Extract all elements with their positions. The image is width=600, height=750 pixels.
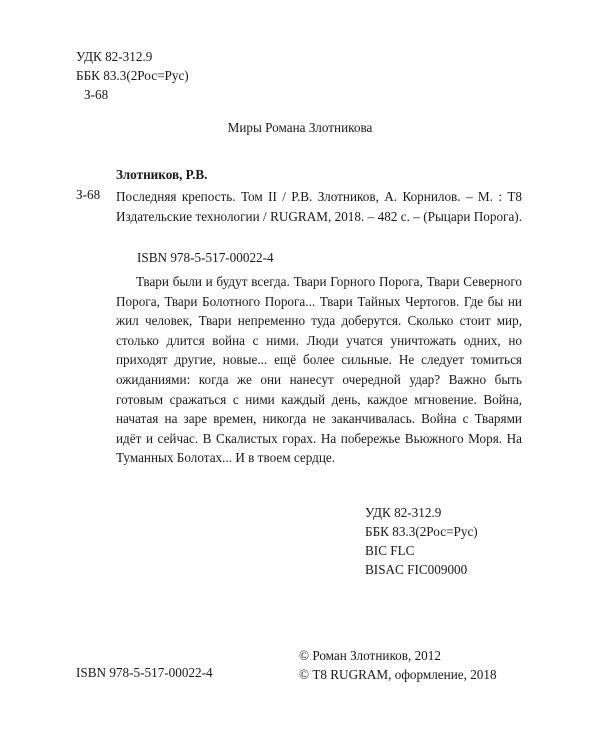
udk-code: УДК 82-312.9 <box>76 49 153 64</box>
classification-block-top <box>76 47 189 104</box>
series-title: Миры Романа Злотникова <box>227 120 373 135</box>
isbn-inline: ISBN 978-5-517-00022-4 <box>137 250 274 265</box>
copyright-block <box>299 646 497 684</box>
catalog-code: З-68 <box>76 187 101 202</box>
bbk-code-right: ББК 83.3(2Рос=Рус) <box>365 524 478 539</box>
bbk-code: ББК 83.3(2Рос=Рус) <box>76 68 189 83</box>
classification-block-right <box>365 503 478 579</box>
author-heading: Злотников, Р.В. <box>116 167 208 182</box>
author-sign-code: З-68 <box>84 87 109 102</box>
isbn-bottom: ISBN 978-5-517-00022-4 <box>76 665 213 680</box>
bic-code: BIC FLC <box>365 543 415 558</box>
annotation: Твари были и будут всегда. Твари Горного Порога, Твари Северного Порога, Твари Болотного Порога... Твари Тайных Чертогов. Где бы ни жил человек, Твари непременно туда доберутся. Сколько стоит мир, столько длится война с ними. Люди учатся уничтожать одних, но приходят другие, новые... ещё более сильные. Не следует томиться ожиданиями: когда же они нанесут очередной удар? Важно быть готовым сражаться с ними каждый день, каждое мгновение. Война, начатая на заре времен, никогда не заканчивалась. Война с Тварями идёт и сейчас. В Скалистых горах. На побережье Вьюжного Моря. На Туманных Болотах... И в твоем сердце. <box>116 274 522 466</box>
bibliographic-description-text: Последняя крепость. Том II / Р.В. Злотников, А. Корнилов. – М. : Т8 Издательские технологии / RUGRAM, 2018. – 482 с. – (Рыцари Порога). <box>116 189 522 224</box>
udk-code-right: УДК 82-312.9 <box>365 505 442 520</box>
bisac-code: BISAC FIC009000 <box>365 562 468 577</box>
copyright-publisher: © Т8 RUGRAM, оформление, 2018 <box>299 667 497 682</box>
copyright-author: © Роман Злотников, 2012 <box>299 648 441 663</box>
bibliographic-description <box>116 187 522 226</box>
